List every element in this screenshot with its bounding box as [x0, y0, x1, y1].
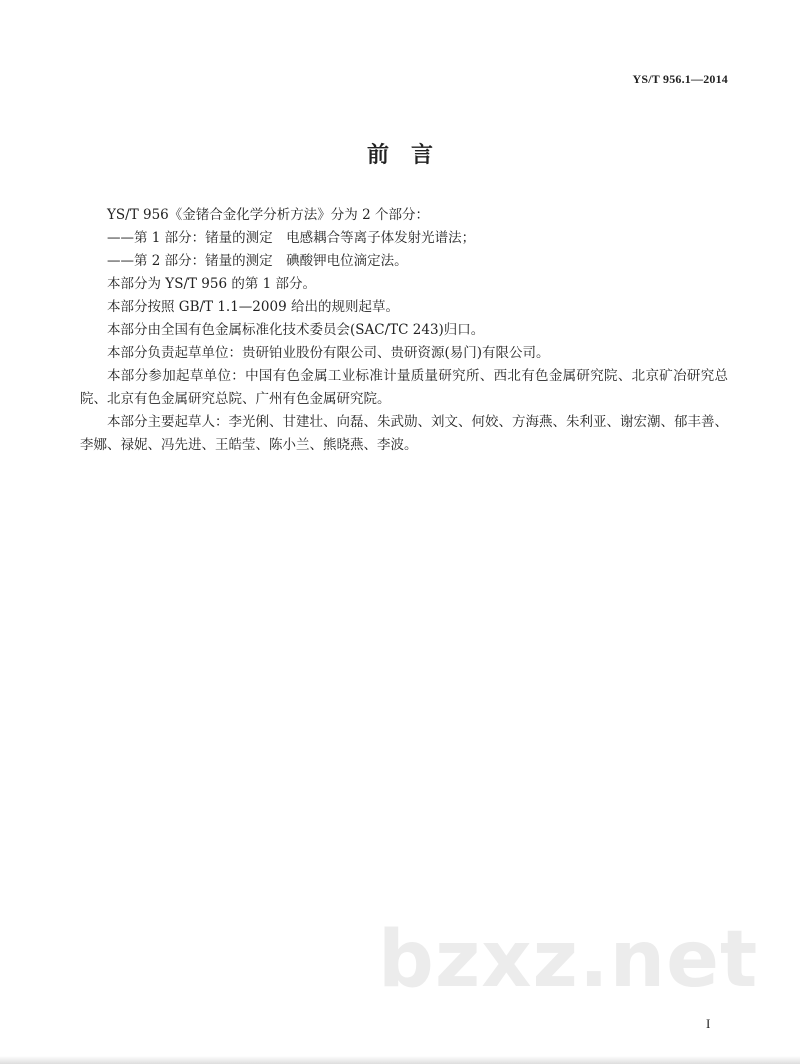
paragraph: YS/T 956《金锗合金化学分析方法》分为 2 个部分：: [107, 207, 429, 223]
page-number: I: [706, 1016, 711, 1031]
paragraph: ——第 1 部分：锗量的测定 电感耦合等离子体发射光谱法；: [107, 230, 476, 246]
paragraph: 本部分参加起草单位：中国有色金属工业标准计量质量研究所、西北有色金属研究院、北京矿冶研究总院、北京有色金属研究总院、广州有色金属研究院。: [80, 368, 728, 407]
paragraph: ——第 2 部分：锗量的测定 碘酸钾电位滴定法。: [107, 253, 408, 269]
page-edge: [0, 1056, 800, 1064]
paragraph: 本部分按照 GB/T 1.1—2009 给出的规则起草。: [107, 299, 399, 315]
foreword-body: [80, 204, 728, 457]
paragraph: 本部分主要起草人：李光俐、甘建壮、向磊、朱武勋、刘文、何姣、方海燕、朱利亚、谢宏潮、郁丰善、李娜、禄妮、冯先进、王皓莹、陈小兰、熊晓燕、李波。: [80, 414, 728, 453]
page-title: 前言: [366, 143, 455, 168]
paragraph: 本部分由全国有色金属标准化技术委员会(SAC/TC 243)归口。: [107, 322, 485, 338]
watermark: bzxz.net: [378, 915, 759, 1005]
paragraph: 本部分负责起草单位：贵研铂业股份有限公司、贵研资源(易门)有限公司。: [107, 345, 550, 361]
standard-code: YS/T 956.1—2014: [632, 72, 728, 86]
paragraph: 本部分为 YS/T 956 的第 1 部分。: [107, 276, 317, 292]
